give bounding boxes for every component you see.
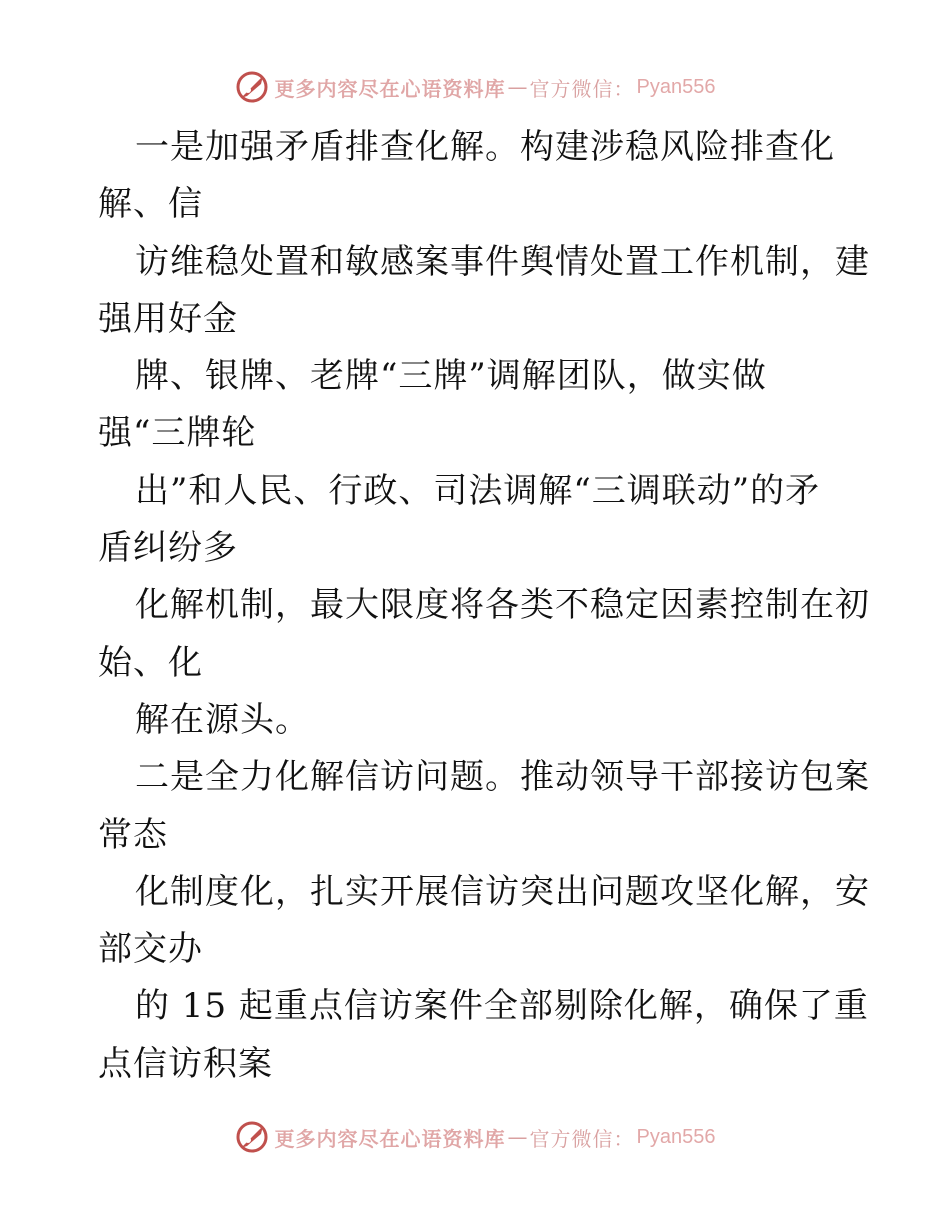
brand-text: 更多内容尽在心语资料库 (274, 76, 506, 101)
text-line: 访维稳处置和敏感案事件舆情处置工作机制，建 (135, 241, 870, 282)
wechat-account: Pyan556 (636, 75, 716, 98)
header-watermark (0, 70, 950, 104)
text-line: 一是加强矛盾排查化解。构建涉稳风险排查化 (135, 127, 835, 167)
text-line: 强用好金 (98, 298, 238, 339)
text-line: 二是全力化解信访问题。推动领导干部接访包案 (135, 757, 870, 798)
brand-text: 更多内容尽在心语资料库 (274, 1126, 506, 1151)
text-line: 解在源头。 (135, 699, 310, 740)
quill-logo-icon (235, 1120, 269, 1154)
text-line: 盾纠纷多 (98, 528, 238, 569)
wechat-label: 官方微信： (529, 1126, 635, 1151)
text-line: 部交办 (98, 929, 203, 970)
wechat-account: Pyan556 (636, 1125, 716, 1148)
text-line: 始、化 (98, 642, 203, 683)
text-line: 出”和人民、行政、司法调解“三调联动”的矛 (135, 470, 821, 511)
quill-logo-icon (235, 70, 269, 104)
text-line: 解、信 (98, 184, 203, 225)
text-line: 化制度化，扎实开展信访突出问题攻坚化解，安 (135, 871, 870, 912)
wechat-label: 官方微信： (529, 76, 635, 101)
text-line: 的 15 起重点信访案件全部剔除化解，确保了重 (135, 986, 869, 1027)
separator-dash: — (507, 75, 528, 99)
text-line: 强“三牌轮 (98, 413, 257, 454)
text-line: 牌、银牌、老牌“三牌”调解团队，做实做 (135, 356, 767, 397)
text-line: 常态 (98, 814, 168, 855)
separator-dash: — (507, 1125, 528, 1149)
body-text (98, 119, 870, 1093)
text-line: 点信访积案 (98, 1043, 273, 1084)
text-line: 化解机制，最大限度将各类不稳定因素控制在初 (135, 585, 870, 626)
footer-watermark (0, 1120, 950, 1154)
